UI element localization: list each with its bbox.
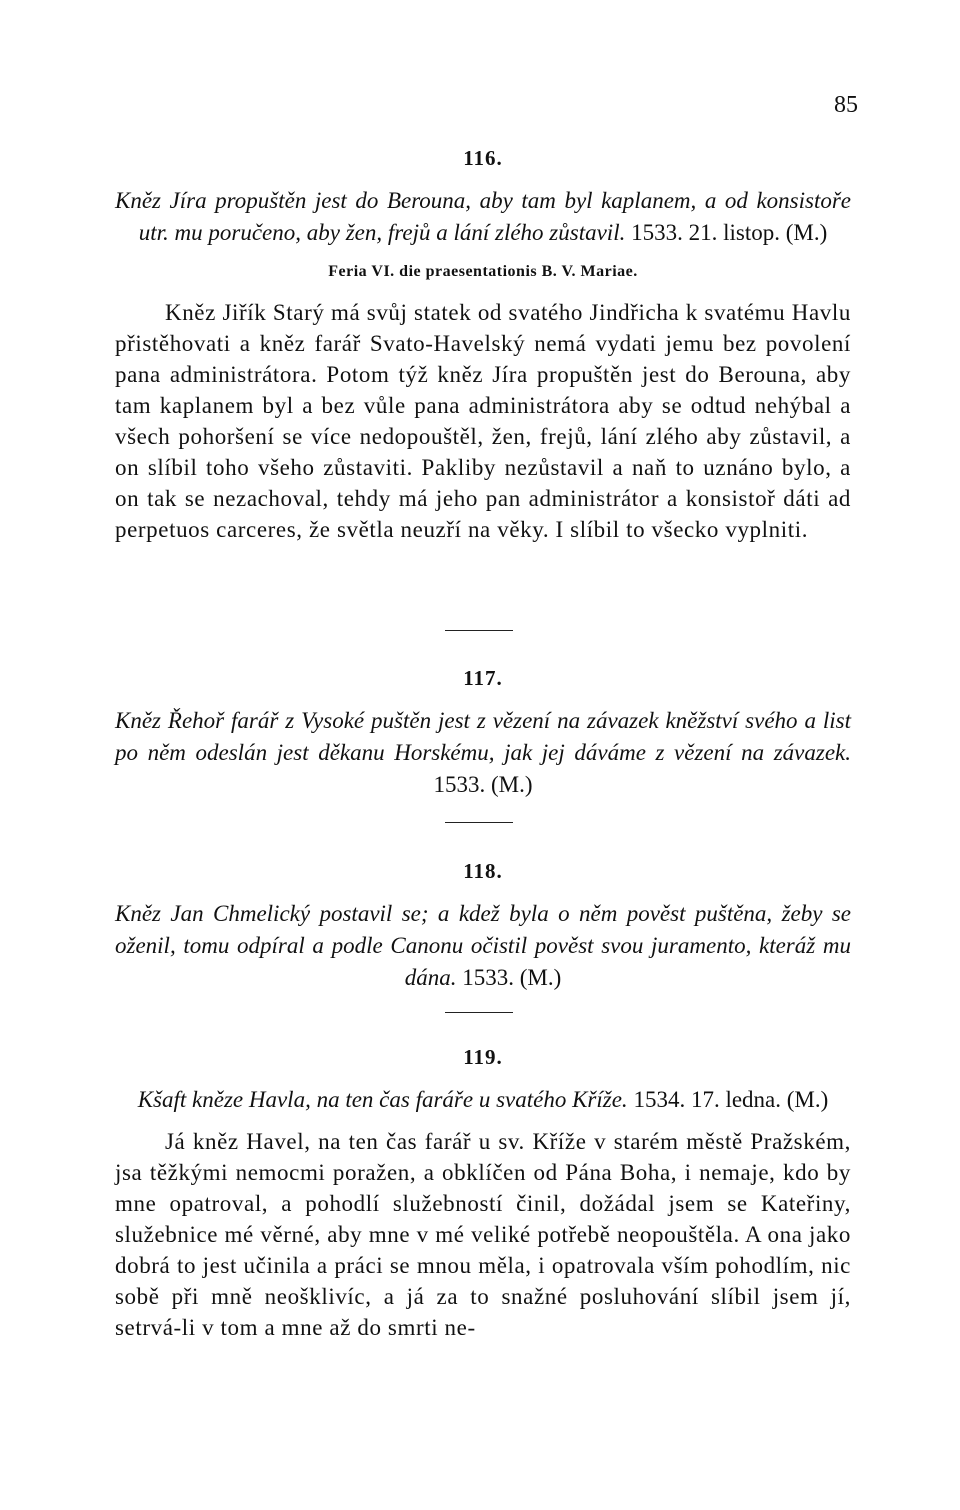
entry-118 xyxy=(115,859,851,994)
entry-body: Já kněz Havel, na ten čas farář u sv. Kříže v starém městě Pražském, jsa těžkými nemocmi poražen, a obklíčen od Pána Boha, i nemaje, kdo by mne opatroval, a pohodlí služebností činil, dožádal jsem se Kateřiny, služebnice mé věrné, aby mne v mé veliké potřebě neopouštěla. A ona jako dobrá to jest učinila a práci se mnou měla, i opatrovala vším pohodlím, nic sobě při mně neošklivíc, a já za to snažné posluhování slíbil jsem jí, setrvá-li v tom a mne až do smrti ne- xyxy=(115,1129,851,1340)
entry-number: 119. xyxy=(463,1045,503,1069)
entry-number: 116. xyxy=(463,146,503,170)
entry-heading-text: Kněz Řehoř farář z Vysoké puštěn jest z vězení na závazek kněžství svého a list po něm odeslán jest děkanu Horskému, jak jej dáváme z vězení na závazek. xyxy=(115,708,851,765)
entry-119 xyxy=(115,1045,851,1343)
entry-heading-date: 1533. (M.) xyxy=(433,772,533,797)
entry-heading xyxy=(115,1084,851,1116)
entry-number: 118. xyxy=(463,859,503,883)
entry-116 xyxy=(115,146,851,545)
entry-heading-date: 1533. 21. listop. (M.) xyxy=(631,220,828,245)
section-divider xyxy=(445,630,513,631)
feria-line: Feria VI. die praesentationis B. V. Mariae. xyxy=(328,263,638,280)
entry-117 xyxy=(115,666,851,801)
entry-heading-text: Kněz Jan Chmelický postavil se; a kdež byla o něm pověst puštěna, žeby se oženil, tomu odpíral a podle Canonu očistil pověst svou juramento, kteráž mu dána. xyxy=(115,901,851,990)
entry-heading xyxy=(115,185,851,249)
page-number: 85 xyxy=(834,92,858,118)
entry-heading xyxy=(115,898,851,994)
section-divider xyxy=(445,1012,513,1013)
entry-heading-text: Kněz Jíra propuštěn jest do Berouna, aby tam byl kaplanem, a od konsistoře utr. mu poručeno, aby žen, frejů a lání zlého zůstavil. xyxy=(115,188,851,245)
entry-heading-text: Kšaft kněze Havla, na ten čas faráře u svatého Kříže. xyxy=(137,1087,628,1112)
entry-heading xyxy=(115,705,851,801)
entry-heading-date: 1533. (M.) xyxy=(462,965,562,990)
entry-number: 117. xyxy=(463,666,503,690)
section-divider xyxy=(445,822,513,823)
entry-heading-date: 1534. 17. ledna. (M.) xyxy=(633,1087,829,1112)
entry-body: Kněz Jiřík Starý má svůj statek od svatého Jindřicha k svatému Havlu přistěhovati a kněz farář Svato-Havelský nemá vydati jemu bez povolení pana administrátora. Potom týž kněz Jíra propuštěn jest do Berouna, aby tam kaplanem byl a bez vůle pana administrátora aby se odtud nehýbal a všech pohoršení se více nedopouštěl, žen, frejů, lání zlého aby zůstavil, a on slíbil toho všeho zůstaviti. Pakliby nezůstavil a naň to uznáno bylo, a on tak se nezachoval, tehdy má jeho pan administrátor a konsistoř dáti ad perpetuos carceres, že světla neuzří na věky. I slíbil to všecko vyplniti. xyxy=(115,300,851,542)
